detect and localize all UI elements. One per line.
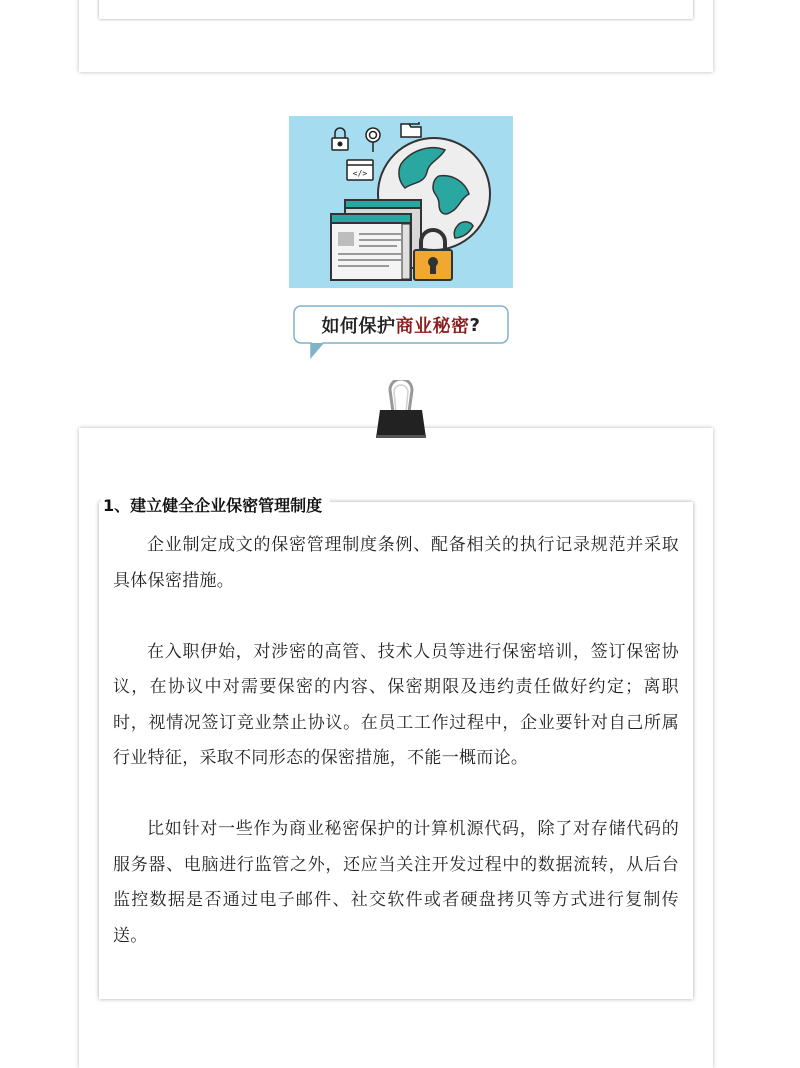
section-title: 1、建立健全企业保密管理制度 [101, 494, 330, 518]
folder-icon [401, 122, 421, 137]
front-window-icon [331, 214, 411, 280]
code-window-icon [347, 160, 373, 180]
bubble-highlight: 商业秘密 [395, 316, 470, 337]
svg-text:</>: </> [352, 169, 368, 178]
bubble-heading [293, 306, 509, 344]
paragraph: 在入职伊始，对涉密的高管、技术人员等进行保密培训，签订保密协议，在协议中对需要保密的内容、保密期限及违约责任做好约定；离职时，视情况签订竞业禁止协议。在员工工作过程中，企业要针对自己所属行业特征，采取不同形态的保密措施，不能一概而论。 [113, 641, 679, 768]
bubble-suffix: ? [469, 314, 481, 336]
top-inner-box [99, 0, 693, 19]
paragraph: 企业制定成文的保密管理制度条例、配备相关的执行记录规范并采取具体保密措施。 [113, 535, 679, 591]
paragraph: 比如针对一些作为商业秘密保护的计算机源代码，除了对存储代码的服务器、电脑进行监管之外，还应当关注开发过程中的数据流转，从后台监控数据是否通过电子邮件、社交软件或者硬盘拷贝等方式进行复制传送。 [113, 819, 679, 946]
binder-clip-icon [372, 380, 430, 440]
section-body [113, 528, 679, 954]
bubble-prefix: 如何保护 [321, 316, 396, 337]
globe-security-illustration-icon [289, 116, 513, 288]
